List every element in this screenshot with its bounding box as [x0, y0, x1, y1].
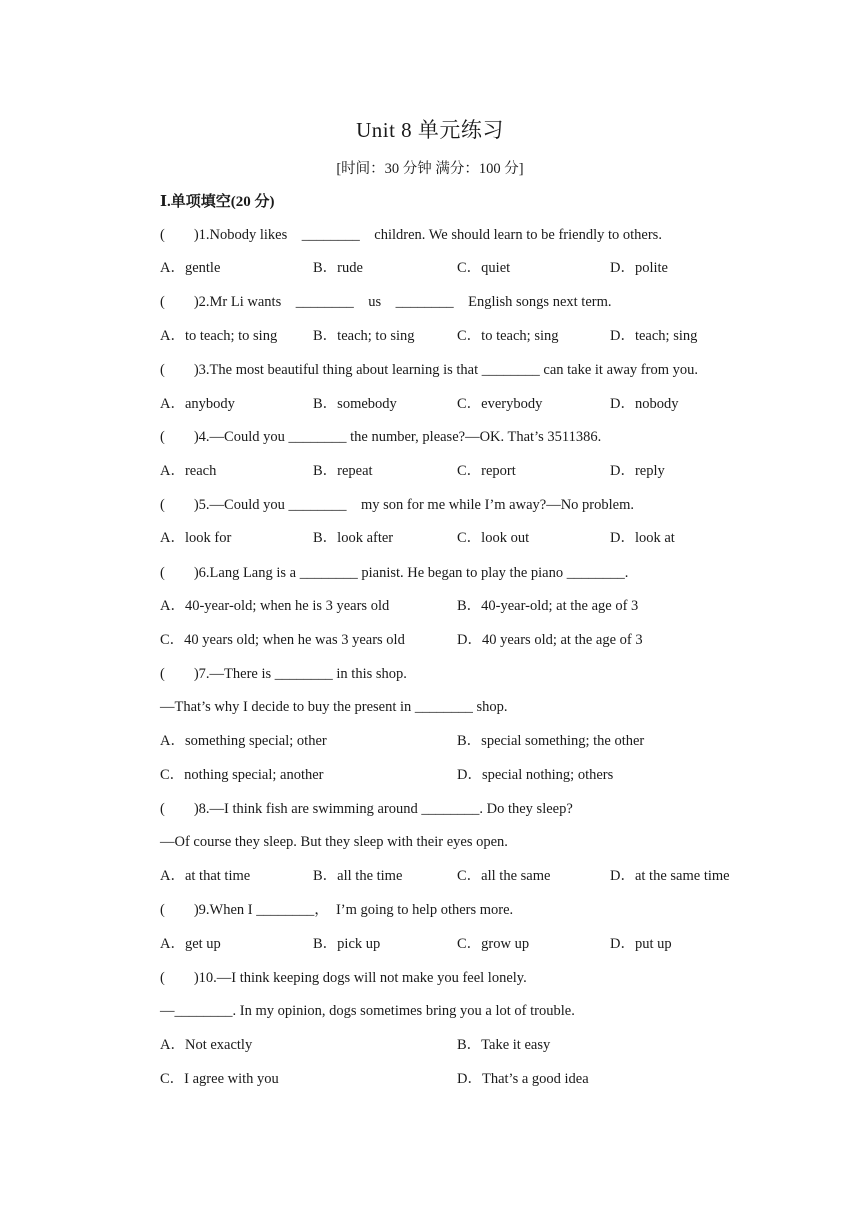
option-a: A．to teach; to sing [160, 328, 278, 344]
option-b: B．rude [313, 260, 363, 276]
option-c: C．look out [457, 530, 530, 546]
option-c: C．to teach; sing [457, 328, 559, 344]
option-b: B．teach; to sing [313, 328, 415, 344]
option-b: B．somebody [313, 396, 397, 412]
option-a: A．gentle [160, 260, 221, 276]
question-stem: ( )9.When I ________， I’m going to help others more. [160, 902, 514, 918]
option-a: A．at that time [160, 868, 251, 884]
option-b: B．Take it easy [457, 1037, 551, 1053]
option-a: A．get up [160, 936, 221, 952]
question-stem: ( )3.The most beautiful thing about learning is that ________ can take it away from you. [160, 362, 698, 378]
option-d: D．teach; sing [610, 328, 698, 344]
option-a: A．40-year-old; when he is 3 years old [160, 598, 390, 614]
section-heading: Ⅰ.单项填空(20 分) [160, 194, 275, 210]
option-c: C．all the same [457, 868, 551, 884]
option-b: B．repeat [313, 463, 373, 479]
option-a: A．something special; other [160, 733, 327, 749]
question-stem: ( )7.—There is ________ in this shop. [160, 666, 407, 682]
question-stem: ( )5.—Could you ________ my son for me while I’m away?—No problem. [160, 497, 634, 513]
option-d: D．That’s a good idea [457, 1071, 589, 1087]
page-title: Unit 8 单元练习 [356, 118, 504, 142]
option-d: D．look at [610, 530, 675, 546]
exam-info: [时间：30 分钟 满分：100 分] [336, 161, 524, 177]
option-c: C．report [457, 463, 516, 479]
option-d: D．reply [610, 463, 665, 479]
option-b: B．special something; the other [457, 733, 645, 749]
option-c: C．40 years old; when he was 3 years old [160, 632, 405, 648]
option-c: C．nothing special; another [160, 767, 324, 783]
question-stem: ( )4.—Could you ________ the number, please?—OK. That’s 3511386. [160, 429, 602, 445]
option-b: B．pick up [313, 936, 381, 952]
option-b: B．look after [313, 530, 394, 546]
option-b: B．40-year-old; at the age of 3 [457, 598, 639, 614]
option-d: D．40 years old; at the age of 3 [457, 632, 643, 648]
option-a: A．Not exactly [160, 1037, 253, 1053]
option-d: D．put up [610, 936, 672, 952]
option-a: A．anybody [160, 396, 235, 412]
option-c: C．everybody [457, 396, 543, 412]
question-stem: ( )1.Nobody likes ________ children. We should learn to be friendly to others. [160, 227, 662, 243]
option-d: D．at the same time [610, 868, 730, 884]
option-c: C．grow up [457, 936, 530, 952]
question-stem: ( )6.Lang Lang is a ________ pianist. He began to play the piano ________. [160, 565, 629, 581]
option-d: D．polite [610, 260, 668, 276]
option-d: D．special nothing; others [457, 767, 614, 783]
question-stem: ( )8.—I think fish are swimming around ________. Do they sleep? [160, 801, 573, 817]
question-stem-continued: —________. In my opinion, dogs sometimes bring you a lot of trouble. [160, 1003, 575, 1019]
option-d: D．nobody [610, 396, 679, 412]
question-stem: ( )10.—I think keeping dogs will not make you feel lonely. [160, 970, 527, 986]
option-c: C．quiet [457, 260, 511, 276]
question-stem-continued: —Of course they sleep. But they sleep with their eyes open. [160, 834, 508, 850]
option-a: A．reach [160, 463, 217, 479]
option-b: B．all the time [313, 868, 403, 884]
option-c: C．I agree with you [160, 1071, 279, 1087]
question-stem: ( )2.Mr Li wants ________ us ________ English songs next term. [160, 294, 612, 310]
question-stem-continued: —That’s why I decide to buy the present in ________ shop. [160, 699, 508, 715]
option-a: A．look for [160, 530, 232, 546]
